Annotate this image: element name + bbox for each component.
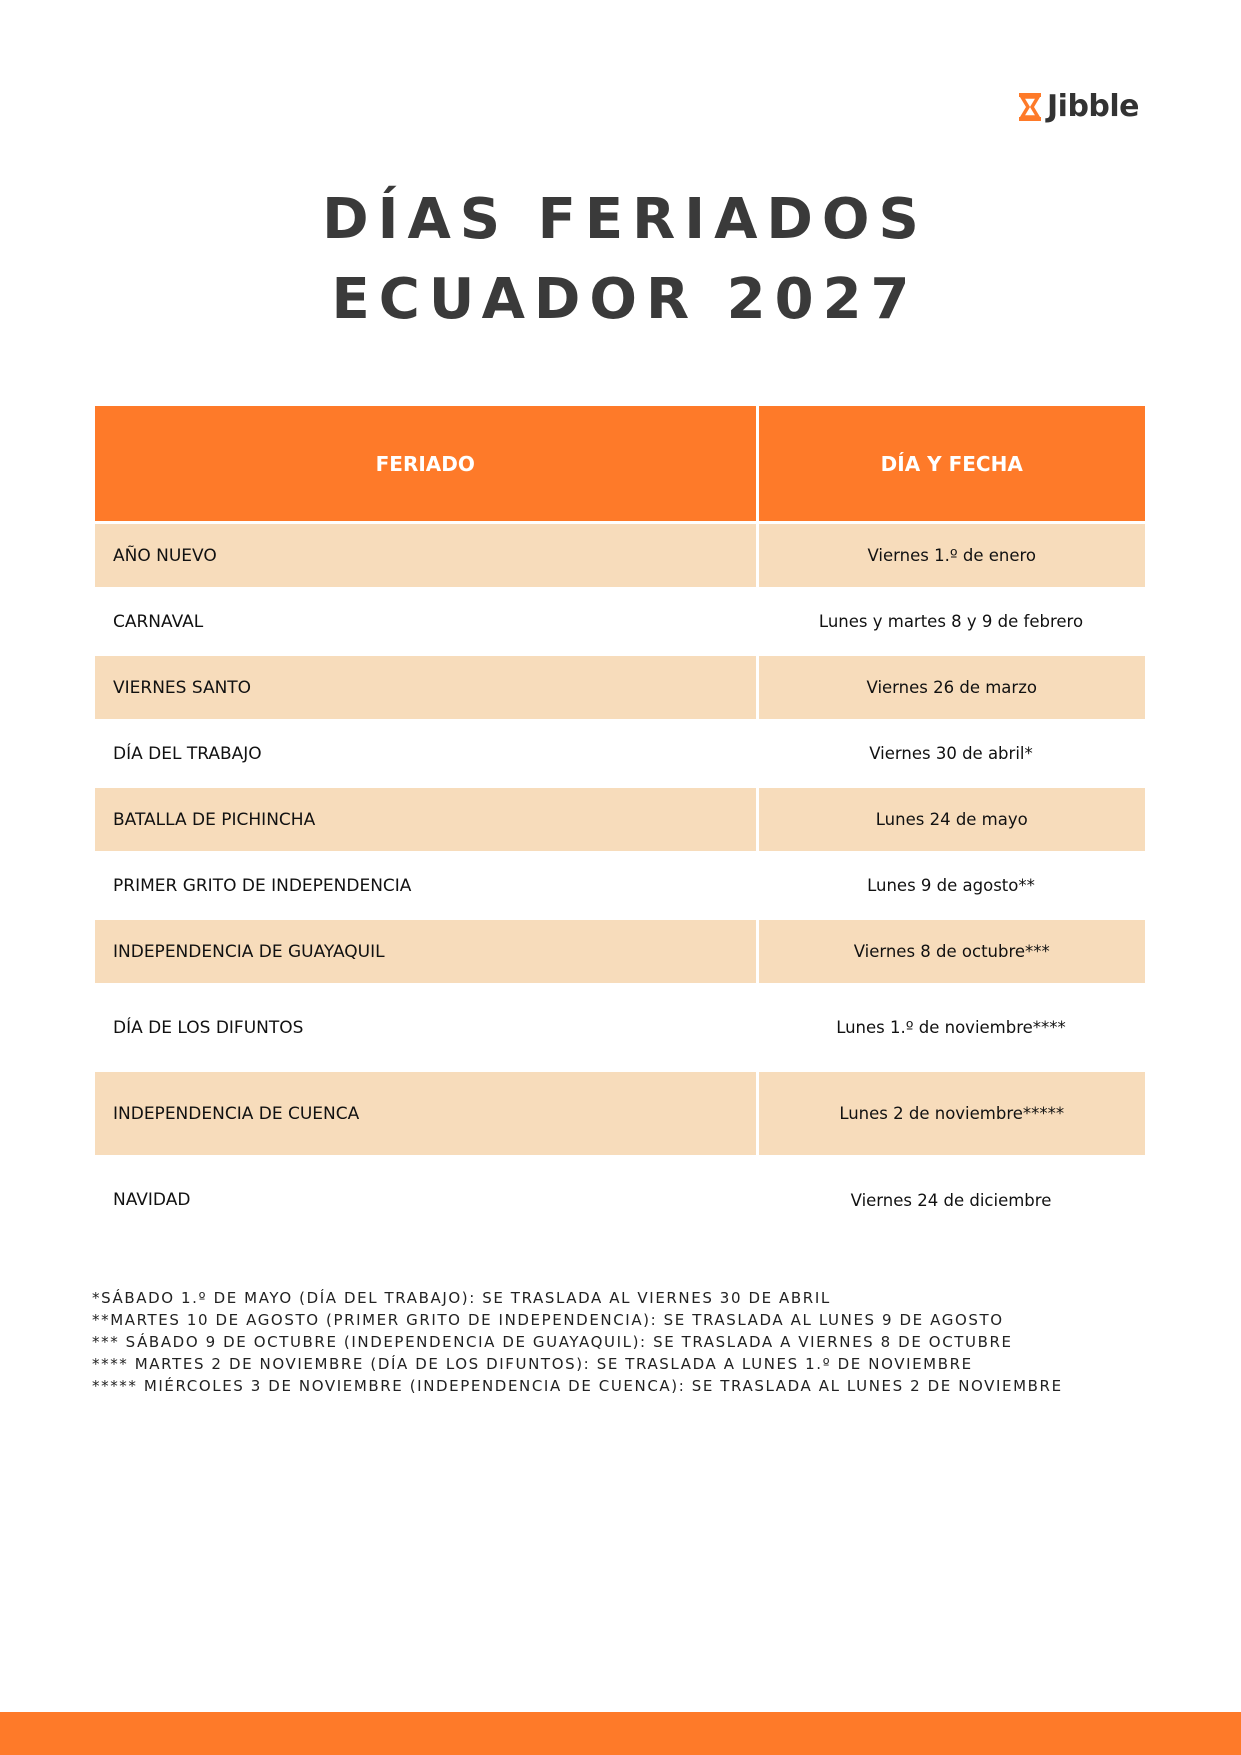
footnote: **** MARTES 2 DE NOVIEMBRE (DÍA DE LOS DIFUNTOS): SE TRASLADA A LUNES 1.º DE NOVIEMBRE	[92, 1355, 973, 1373]
table-row	[95, 721, 1145, 787]
hourglass-icon	[1018, 93, 1042, 121]
header-day-date: DÍA Y FECHA	[757, 406, 1145, 523]
holiday-name: INDEPENDENCIA DE GUAYAQUIL	[95, 919, 757, 985]
holiday-date: Viernes 1.º de enero	[757, 523, 1145, 589]
table-row	[95, 919, 1145, 985]
footnote: *** SÁBADO 9 DE OCTUBRE (INDEPENDENCIA DE GUAYAQUIL): SE TRASLADA A VIERNES 8 DE OCTUBRE	[92, 1333, 1013, 1351]
table-row	[95, 787, 1145, 853]
table-header-row	[95, 406, 1145, 523]
holiday-date: Lunes 1.º de noviembre****	[836, 1018, 1066, 1037]
table-row	[95, 1157, 1145, 1243]
holiday-name: VIERNES SANTO	[95, 655, 757, 721]
footnote: ***** MIÉRCOLES 3 DE NOVIEMBRE (INDEPENDENCIA DE CUENCA): SE TRASLADA AL LUNES 2 DE NOVIEMBRE	[92, 1377, 1063, 1395]
table-row	[95, 985, 1145, 1071]
title-line-2: ECUADOR 2027	[331, 267, 919, 332]
holiday-date: Viernes 30 de abril*	[869, 744, 1033, 763]
holiday-name: BATALLA DE PICHINCHA	[95, 787, 757, 853]
holiday-name: NAVIDAD	[113, 1190, 191, 1211]
brand-name: Jibble	[1047, 89, 1140, 124]
holiday-date: Lunes y martes 8 y 9 de febrero	[818, 612, 1084, 631]
holidays-table	[95, 406, 1145, 1243]
table-row	[95, 523, 1145, 589]
holiday-name: DÍA DE LOS DIFUNTOS	[113, 1017, 304, 1038]
brand-logo	[1018, 89, 1140, 124]
title-line-1: DÍAS FERIADOS	[322, 187, 928, 252]
footnotes	[92, 1287, 1063, 1397]
holiday-name: CARNAVAL	[113, 611, 204, 632]
header-holiday: FERIADO	[95, 406, 757, 523]
table-row	[95, 655, 1145, 721]
footnote: *SÁBADO 1.º DE MAYO (DÍA DEL TRABAJO): SE TRASLADA AL VIERNES 30 DE ABRIL	[92, 1289, 831, 1307]
holiday-date: Viernes 26 de marzo	[757, 655, 1145, 721]
holiday-date: Viernes 24 de diciembre	[850, 1190, 1052, 1210]
holiday-date: Lunes 24 de mayo	[757, 787, 1145, 853]
holiday-date: Lunes 2 de noviembre*****	[757, 1071, 1145, 1157]
table-row	[95, 1071, 1145, 1157]
holiday-date: Lunes 9 de agosto**	[867, 876, 1035, 895]
page-title	[0, 180, 1241, 340]
table-row	[95, 853, 1145, 919]
footnote: **MARTES 10 DE AGOSTO (PRIMER GRITO DE INDEPENDENCIA): SE TRASLADA AL LUNES 9 DE AGOSTO	[92, 1311, 1004, 1329]
holiday-name: DÍA DEL TRABAJO	[113, 743, 262, 764]
table-row	[95, 589, 1145, 655]
holiday-name: AÑO NUEVO	[95, 523, 757, 589]
holiday-date: Viernes 8 de octubre***	[757, 919, 1145, 985]
holiday-name: INDEPENDENCIA DE CUENCA	[95, 1071, 757, 1157]
holiday-name: PRIMER GRITO DE INDEPENDENCIA	[113, 875, 412, 896]
footer-bar	[0, 1712, 1241, 1755]
